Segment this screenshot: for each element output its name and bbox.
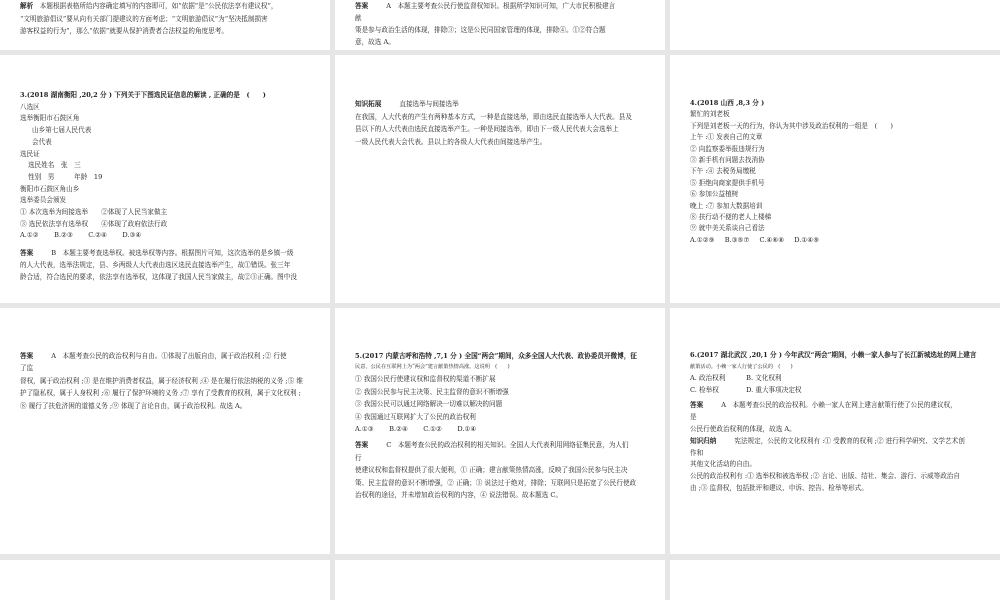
answer-line-3: 督权，属于政治权利 ;③ 是在维护消费者权益，属于经济权利 ;④ 是在履行依法纳税的义务 ;⑤ 维: [20, 376, 303, 385]
option-line: ③ 选民依法享有选举权 ④体现了政府依法行政: [20, 219, 168, 228]
answer-line-1: 答案 C 本题考查公民的政治权利的相关知识。全国人大代表利用网络征集民意，为人们: [355, 441, 629, 450]
slide-2: [335, 0, 665, 50]
answer-line-1: 答案 A 本题考查公民的政治权利与自由。①体现了出版自由，属于政治权利 ;② 行使: [20, 352, 287, 360]
slide-9: [670, 308, 1000, 554]
choice-a: A.①③: [355, 425, 374, 434]
voter-card-line: 山乡第七届人民代表: [32, 126, 92, 135]
question-line: 上午 :① 发表自己的文章: [690, 133, 763, 142]
extension-line: 在我国，人大代表的产生有两种基本方式，一种是直接选举，即由选民直接选举人大代表。县及: [355, 112, 632, 121]
knowledge-line-5: 由 ;③ 监督权，包括批评和建议、申诉、控告、检举等形式。: [690, 483, 868, 492]
question-6: 6.(2017 湖北武汉 ,20,1 分 ) 今年武汉“两会”期间，小赖一家人参与了长江新城选址的网上建言: [690, 351, 977, 359]
extension-title: 知识拓展 直接选举与间接选举: [355, 100, 459, 108]
choice-c: C.①②: [423, 425, 442, 434]
voter-card-line: 选举衡阳市石鼓区角: [20, 114, 80, 123]
choices-row-2: [690, 385, 1000, 397]
question-line: ⑥ 参加公益植树: [690, 190, 739, 199]
answer-line-1: 答案 A 本题主要考查公民行使监督权知识。根据所学知识可知，广大市民积极建言: [355, 2, 616, 10]
answer-line-3: 公民行使政治权利的体现，故选 A。: [690, 424, 796, 433]
choice-b: B. 文化权利: [746, 373, 782, 382]
slide-6: [670, 55, 1000, 303]
choices-row-1: [690, 373, 1000, 385]
slide-7: [0, 308, 330, 554]
choice-d: D.③④: [122, 231, 142, 240]
answer-line-5: ⑧ 履行了扶危济困的道德义务 ;⑨ 体现了言论自由，属于政治权利。故选 A。: [20, 401, 247, 410]
answer-line-5: 治权利的途径，并未增加政治权利的内容，④ 说法错误。故本题选 C。: [355, 491, 563, 500]
answer-line-2: 的人大代表，选举法规定，县、乡两级人大代表由选区选民直接选举产生，故①错误。张三年: [20, 260, 291, 269]
answer-line-1: 答案 A 本题考查公民的政治权利。小赖一家人在网上建言献策行使了公民的建议权，: [690, 401, 957, 410]
slide-5: [335, 55, 665, 303]
answer-line-1: 答案 B 本题主要考查选举权。被选举权等内容。根据图片可知，这次选举的是乡镇一级: [20, 249, 294, 258]
answer-line-4: 意，故选 A。: [355, 38, 395, 46]
slide-3: [670, 0, 1000, 50]
choice-a: A. 政治权利: [690, 373, 726, 382]
answer-line-4: 护了隐私权，属于人身权利 ;⑥ 履行了保护环境的义务 ;⑦ 享有了受教育的权利，属于文化权利 ;: [20, 389, 301, 398]
choice-a: A.①②: [20, 231, 39, 240]
option-line: ④ 我国通过互联网扩大了公民的政治权利: [355, 412, 476, 421]
option-line: ① 本次选举为间接选举 ②体现了人民当家做主: [20, 208, 168, 217]
voter-card-line: 选民姓名 张 三: [28, 161, 81, 170]
voter-card-line: 八选区: [20, 102, 40, 111]
answer-line-4: 策、民主监督的意识不断增强，② 正确；③ 说法过于绝对，排除；互联网只是拓宽了公民行使政: [355, 478, 637, 487]
question-line: 繁忙的刘老板: [690, 110, 730, 119]
answer-line-2: 了监: [20, 364, 34, 373]
analysis-line-1: 解析 本题根据表格所给内容确定填写的内容即可，如“依据”是“公民依法享有建议权”，: [20, 2, 278, 10]
slide-12: [670, 560, 1000, 600]
question-line: ⑨ 就中美关系谈自己看法: [690, 224, 765, 233]
choice-b: B.③⑤⑦: [724, 235, 750, 244]
extension-line: 县以下的人大代表由选民直接选举产生。一种是间接选举，即由下一级人民代表大会选举上: [355, 125, 619, 133]
question-5: 5.(2017 内蒙古呼和浩特 ,7,1 分 ) 全国“两会”期间，众多全国人大代表、政协委员开微博，征: [355, 352, 637, 360]
choice-d: D. 重大事项决定权: [746, 385, 802, 394]
choice-b: B.②④: [389, 425, 408, 434]
option-line: ② 我国公民参与民主决策、民主监督的意识不断增强: [355, 387, 509, 396]
choice-c: C.②④: [88, 231, 107, 240]
choices-row: [355, 423, 665, 435]
question-3: 3.(2018 湖南衡阳 ,20,2 分 ) 下列关于下图选民证信息的解读 , 正确的是 ( ): [20, 91, 266, 99]
question-line: ② 向监察委举报违规行为: [690, 144, 765, 153]
slide-1: [0, 0, 330, 50]
knowledge-line-3: 其他文化活动的自由。: [690, 460, 756, 469]
choice-b: B.②③: [54, 231, 73, 240]
question-5-line-2: 民意，公民在互联网上为“两会”建言献策热情高涨。这说明 ( ): [355, 364, 510, 371]
question-4: 4.(2018 山西 ,8,3 分 ): [690, 99, 765, 107]
choice-d: D.①④⑨: [794, 235, 820, 244]
voter-card-line: 性别 男 年龄 19: [28, 172, 103, 181]
answer-line-3: 龄合适，符合选民的要求，依法享有选举权，这体现了我国人民当家做主，故②③正确。图中没: [20, 272, 297, 281]
question-line: 下午 :④ 去税务局缴税: [690, 167, 756, 176]
choice-c: C. 检举权: [690, 385, 719, 394]
extension-line: 一级人民代表大会代表。县以上的各级人大代表由间接选举产生。: [355, 137, 547, 146]
option-line: ① 我国公民行使建议权和监督权的渠道不断扩展: [355, 375, 496, 384]
question-line: ⑤ 拒绝向商家提供手机号: [690, 178, 765, 187]
choice-a: A.①②⑨: [690, 235, 715, 244]
choice-c: C.④⑥⑧: [759, 235, 785, 244]
answer-line-3: 策是参与政治生活的体现，排除③；这是公民同国家管理的体现，排除④。①②符合题: [355, 26, 606, 34]
answer-line-2: 行: [355, 453, 362, 462]
option-line: ③ 我国公民可以通过网络解决一切难以解决的问题: [355, 400, 503, 409]
slide-10: [0, 560, 330, 600]
choices-row: [20, 230, 330, 242]
answer-line-2: 是: [690, 413, 697, 422]
answer-line-3: 使建议权和监督权提供了很大便利，① 正确；建言献策热情高涨，反映了我国公民参与民主决: [355, 466, 628, 475]
knowledge-line-1: 知识归纳 宪法规定，公民的文化权利有 :① 受教育的权利 ;② 进行科学研究、文学艺术创: [690, 436, 965, 445]
choices-row: [690, 235, 1000, 246]
voter-card-line: 选民证: [20, 149, 40, 158]
question-line: ③ 新手机有问题去找消协: [690, 156, 765, 165]
knowledge-line-4: 公民的政治权利有 :① 选举权和被选举权 ;② 言论、出版、结社、集会、游行、示威等政治自: [690, 472, 960, 481]
answer-line-2: 献: [355, 14, 362, 22]
choice-d: D.①④: [457, 425, 477, 434]
question-line: ⑧ 扶行动不便的老人上楼梯: [690, 213, 772, 222]
question-line: 晚上 :⑦ 参加大数据培训: [690, 201, 763, 210]
question-6-line-2: 献策活动。小赖一家人行使了公民的 ( ): [690, 363, 793, 370]
question-line: 下列是刘老板一天的行为，你认为其中涉及政治权利的一组是 ( ): [690, 121, 893, 130]
analysis-line-3: 游客权益的行为”，那么“依据”就要从保护消费者合法权益的角度思考。: [20, 27, 228, 35]
analysis-line-2: “文明旅游倡议”要从向有关部门提建议的方面考虑；“文明旅游倡议”为“坚决抵制损害: [20, 14, 268, 23]
knowledge-line-2: 作和: [690, 448, 704, 457]
slide-4: [0, 55, 330, 303]
slide-8: [335, 308, 665, 554]
voter-card-line: 会代表: [32, 137, 52, 146]
voter-card-line: 选举委员会颁发: [20, 196, 67, 205]
slide-11: [335, 560, 665, 600]
voter-card-line: 衡阳市石鼓区角山乡: [20, 184, 80, 193]
